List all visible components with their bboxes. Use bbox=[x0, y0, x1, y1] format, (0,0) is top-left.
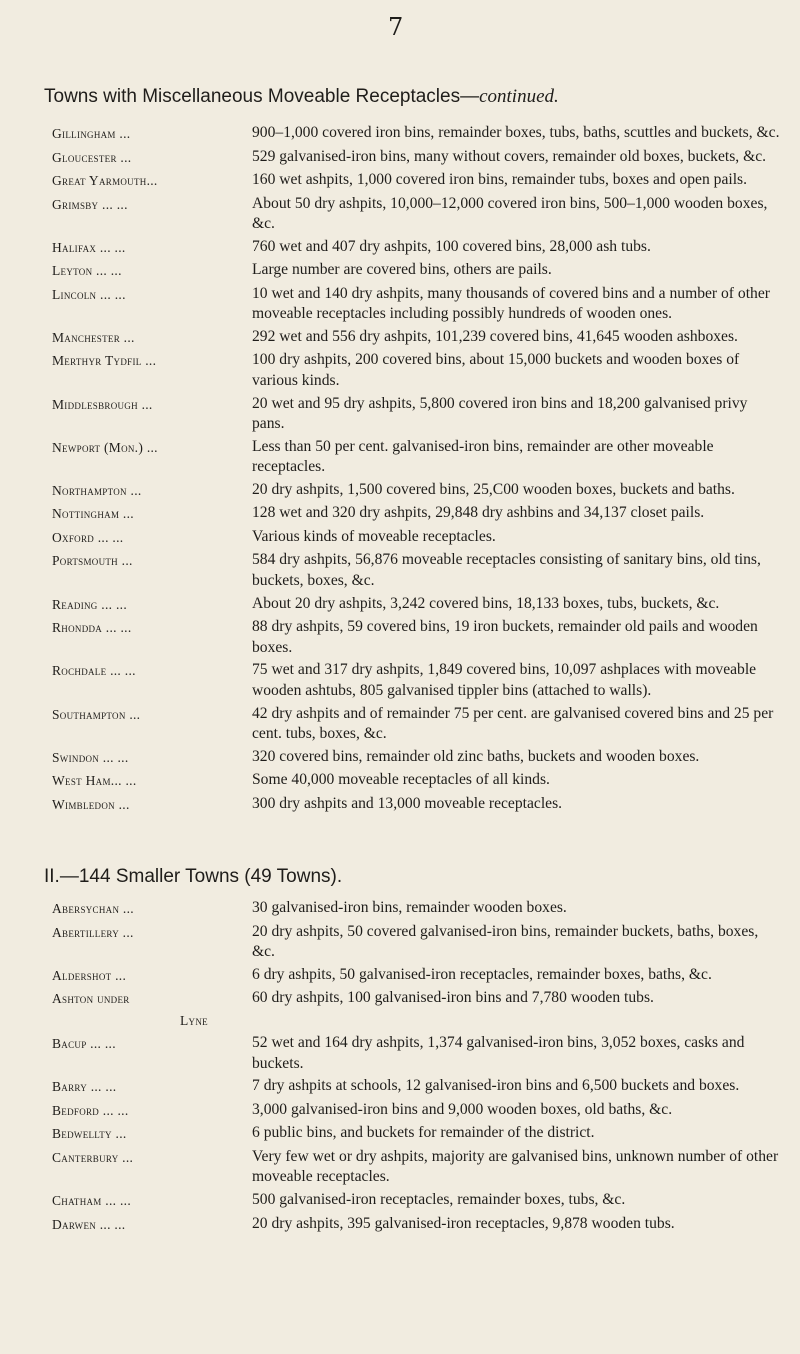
town-name bbox=[52, 617, 252, 658]
town-name bbox=[52, 437, 252, 478]
receptacle-description: 529 galvanised-iron bins, many without covers, remainder old boxes, buckets, &c. bbox=[252, 147, 767, 165]
town-name-line: Rochdale ... ... bbox=[52, 663, 136, 679]
receptacle-description: 6 dry ashpits, 50 galvanised-iron receptacles, remainder boxes, baths, &c. bbox=[252, 965, 712, 983]
town-name-line: Portsmouth ... bbox=[52, 553, 133, 569]
town-name-line: Barry ... ... bbox=[52, 1079, 117, 1095]
table-row bbox=[52, 123, 792, 145]
table-row bbox=[52, 1147, 792, 1188]
town-name bbox=[52, 284, 252, 325]
town-name-line: Nottingham ... bbox=[52, 506, 134, 522]
table-row bbox=[52, 1190, 792, 1212]
table-row bbox=[52, 594, 792, 616]
table-row bbox=[52, 194, 792, 235]
town-name bbox=[52, 1147, 252, 1188]
table-row bbox=[52, 1100, 792, 1122]
table-row bbox=[52, 550, 792, 591]
town-name-line: Swindon ... ... bbox=[52, 749, 129, 765]
town-name bbox=[52, 770, 252, 792]
town-name-line: Halifax ... ... bbox=[52, 239, 126, 255]
receptacle-description: 160 wet ashpits, 1,000 covered iron bins, remainder tubs, boxes and open pails. bbox=[252, 171, 748, 188]
town-name bbox=[52, 965, 252, 987]
receptacle-description: 128 wet and 320 dry ashpits, 29,848 dry ashbins and 34,137 closet pails. bbox=[252, 504, 705, 522]
town-name bbox=[52, 794, 252, 816]
town-name-line: Abersychan ... bbox=[52, 901, 134, 916]
receptacle-description: About 50 dry ashpits, 10,000–12,000 covered iron bins, 500–1,000 wooden boxes, &c. bbox=[252, 194, 768, 233]
table-row bbox=[52, 704, 792, 745]
town-name bbox=[52, 170, 252, 192]
table-row bbox=[52, 1214, 792, 1236]
table-row bbox=[52, 503, 792, 525]
town-name bbox=[52, 1123, 252, 1145]
receptacle-description: 30 galvanised-iron bins, remainder wooden boxes. bbox=[252, 899, 567, 916]
town-name bbox=[52, 237, 252, 259]
title-continued: continued. bbox=[479, 86, 559, 107]
table-row bbox=[52, 794, 792, 816]
town-name bbox=[52, 747, 252, 769]
table-row bbox=[52, 1076, 792, 1098]
town-name-line: Northampton ... bbox=[52, 482, 142, 498]
town-name bbox=[52, 660, 252, 701]
table-row bbox=[52, 965, 792, 987]
town-name-line: Middlesbrough ... bbox=[52, 396, 153, 412]
town-name-line: Grimsby ... ... bbox=[52, 196, 128, 212]
town-name bbox=[52, 988, 252, 1031]
receptacle-description: Less than 50 per cent. galvanised-iron bins, remainder are other moveable receptacles. bbox=[252, 437, 714, 476]
receptacle-description: 60 dry ashpits, 100 galvanised-iron bins and 7,780 wooden tubs. bbox=[252, 989, 654, 1007]
town-name-line: Aldershot ... bbox=[52, 967, 127, 983]
town-name-line: Leyton ... ... bbox=[52, 263, 122, 279]
receptacle-description: 300 dry ashpits and 13,000 moveable receptacles. bbox=[252, 794, 563, 812]
town-name bbox=[52, 1190, 252, 1212]
table-row bbox=[52, 147, 792, 169]
town-name bbox=[52, 527, 252, 549]
receptacle-description: 292 wet and 556 dry ashpits, 101,239 covered bins, 41,645 wooden ashboxes. bbox=[252, 327, 738, 345]
table-row bbox=[52, 1033, 792, 1074]
table-row bbox=[52, 770, 792, 792]
town-name-line: Darwen ... ... bbox=[52, 1216, 126, 1232]
table-row bbox=[52, 350, 792, 391]
town-name-line: Manchester ... bbox=[52, 329, 135, 345]
table-row bbox=[52, 898, 792, 920]
table-row bbox=[52, 527, 792, 549]
table-row bbox=[52, 1123, 792, 1145]
receptacle-description: Various kinds of moveable receptacles. bbox=[252, 527, 496, 545]
receptacle-description: 900–1,000 covered iron bins, remainder boxes, tubs, baths, scuttles and buckets, &c. bbox=[252, 124, 780, 141]
receptacle-description: 760 wet and 407 dry ashpits, 100 covered bins, 28,000 ash tubs. bbox=[252, 237, 651, 255]
receptacle-description: 75 wet and 317 dry ashpits, 1,849 covered bins, 10,097 ashplaces with moveable wooden ashtubs, 805 galvanised tippler bins (attached to walls). bbox=[252, 661, 757, 699]
town-name-line: Gillingham ... bbox=[52, 126, 131, 141]
table-row bbox=[52, 237, 792, 259]
receptacle-description: 52 wet and 164 dry ashpits, 1,374 galvanised-iron bins, 3,052 boxes, casks and buckets. bbox=[252, 1034, 745, 1072]
table-row bbox=[52, 480, 792, 502]
town-name bbox=[52, 503, 252, 525]
town-name-line: Abertillery ... bbox=[52, 924, 134, 940]
page-title bbox=[44, 86, 784, 108]
town-name bbox=[52, 550, 252, 591]
receptacle-description: About 20 dry ashpits, 3,242 covered bins, 18,133 boxes, tubs, buckets, &c. bbox=[252, 594, 720, 612]
receptacle-description: 100 dry ashpits, 200 covered bins, about 15,000 buckets and wooden boxes of various kinds. bbox=[252, 351, 740, 389]
town-name bbox=[52, 147, 252, 169]
receptacle-description: 500 galvanised-iron receptacles, remainder boxes, tubs, &c. bbox=[252, 1191, 626, 1209]
town-name bbox=[52, 394, 252, 435]
town-name-line: Rhondda ... ... bbox=[52, 620, 132, 636]
town-name-line: Great Yarmouth... bbox=[52, 173, 158, 188]
table-row bbox=[52, 327, 792, 349]
section-2-title: II.—144 Smaller Towns (49 Towns). bbox=[44, 866, 343, 887]
town-name-line: Bedwellty ... bbox=[52, 1126, 127, 1142]
receptacle-description: Very few wet or dry ashpits, majority are galvanised bins, unknown number of other moveable receptacles. bbox=[252, 1147, 779, 1186]
town-name-line: West Ham... ... bbox=[52, 773, 137, 789]
table-row bbox=[52, 394, 792, 435]
town-name bbox=[52, 480, 252, 502]
town-name-line-2: Lyne bbox=[180, 1012, 208, 1028]
town-name bbox=[52, 1100, 252, 1122]
town-name bbox=[52, 1033, 252, 1074]
town-name bbox=[52, 260, 252, 282]
receptacle-description: 42 dry ashpits and of remainder 75 per cent. are galvanised covered bins and 25 per cent. tubs, boxes, &c. bbox=[252, 704, 774, 743]
town-name-line: Bacup ... ... bbox=[52, 1036, 116, 1052]
town-name bbox=[52, 327, 252, 349]
section-2-table bbox=[52, 898, 792, 1235]
table-row bbox=[52, 260, 792, 282]
town-name bbox=[52, 123, 252, 145]
table-row bbox=[52, 437, 792, 478]
town-name-line: Wimbledon ... bbox=[52, 796, 130, 812]
town-name-line: Chatham ... ... bbox=[52, 1193, 132, 1209]
receptacle-description: Large number are covered bins, others are pails. bbox=[252, 261, 552, 279]
town-name bbox=[52, 594, 252, 616]
receptacle-description: 20 dry ashpits, 395 galvanised-iron receptacles, 9,878 wooden tubs. bbox=[252, 1214, 675, 1232]
town-name-line: Ashton under bbox=[52, 991, 130, 1007]
receptacle-description: 3,000 galvanised-iron bins and 9,000 wooden boxes, old baths, &c. bbox=[252, 1100, 673, 1118]
table-row bbox=[52, 747, 792, 769]
town-name-line: Newport (Mon.) ... bbox=[52, 439, 158, 455]
town-name-line: Reading ... ... bbox=[52, 596, 127, 612]
table-row bbox=[52, 922, 792, 963]
table-row bbox=[52, 170, 792, 192]
table-row bbox=[52, 988, 792, 1031]
town-name-line: Lincoln ... ... bbox=[52, 286, 126, 302]
title-main: Towns with Miscellaneous Moveable Receptacles— bbox=[44, 86, 480, 107]
receptacle-description: 7 dry ashpits at schools, 12 galvanised-iron bins and 6,500 buckets and boxes. bbox=[252, 1077, 740, 1095]
town-name bbox=[52, 350, 252, 391]
section-1-table bbox=[52, 123, 792, 815]
receptacle-description: 584 dry ashpits, 56,876 moveable receptacles consisting of sanitary bins, old tins, buckets, boxes, &c. bbox=[252, 551, 761, 590]
town-name-line: Gloucester ... bbox=[52, 149, 132, 165]
receptacle-description: Some 40,000 moveable receptacles of all kinds. bbox=[252, 771, 550, 789]
page-number: 7 bbox=[388, 13, 404, 41]
town-name bbox=[52, 1076, 252, 1098]
town-name-line: Canterbury ... bbox=[52, 1149, 134, 1165]
town-name bbox=[52, 194, 252, 235]
receptacle-description: 20 dry ashpits, 1,500 covered bins, 25,C00 wooden boxes, buckets and baths. bbox=[252, 480, 735, 498]
receptacle-description: 20 dry ashpits, 50 covered galvanised-iron bins, remainder buckets, baths, boxes, &c. bbox=[252, 922, 759, 961]
table-row bbox=[52, 660, 792, 701]
town-name bbox=[52, 704, 252, 745]
table-row bbox=[52, 284, 792, 325]
receptacle-description: 88 dry ashpits, 59 covered bins, 19 iron buckets, remainder old pails and wooden boxes. bbox=[252, 618, 758, 656]
receptacle-description: 320 covered bins, remainder old zinc baths, buckets and wooden boxes. bbox=[252, 747, 700, 765]
town-name-line: Southampton ... bbox=[52, 706, 141, 722]
town-name-line: Oxford ... ... bbox=[52, 529, 124, 545]
town-name bbox=[52, 922, 252, 963]
table-row bbox=[52, 617, 792, 658]
town-name-line: Bedford ... ... bbox=[52, 1102, 129, 1118]
receptacle-description: 10 wet and 140 dry ashpits, many thousands of covered bins and a number of other moveable receptacles including possibly hundreds of wooden ones. bbox=[252, 284, 770, 323]
town-name bbox=[52, 1214, 252, 1236]
receptacle-description: 20 wet and 95 dry ashpits, 5,800 covered iron bins and 18,200 galvanised privy pans. bbox=[252, 394, 748, 433]
town-name bbox=[52, 898, 252, 920]
receptacle-description: 6 public bins, and buckets for remainder of the district. bbox=[252, 1124, 595, 1142]
town-name-line: Merthyr Tydfil ... bbox=[52, 353, 157, 369]
